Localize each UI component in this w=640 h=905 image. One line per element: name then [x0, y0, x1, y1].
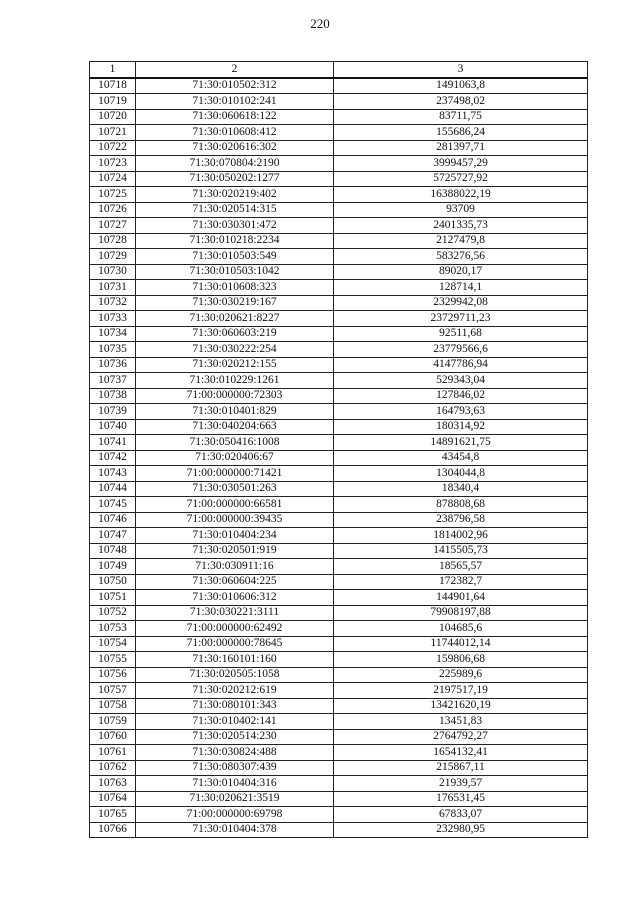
- table-body: [90, 78, 588, 838]
- cadastral-number-cell: 71:30:020219:402: [136, 187, 334, 203]
- table-row: [90, 481, 588, 497]
- value-cell: 16388022,19: [334, 187, 588, 203]
- table-row: [90, 187, 588, 203]
- table-row: [90, 94, 588, 110]
- value-cell: 583276,56: [334, 249, 588, 265]
- row-number-cell: 10733: [90, 311, 136, 327]
- row-number-cell: 10721: [90, 125, 136, 141]
- cadastral-number-cell: 71:30:020406:67: [136, 450, 334, 466]
- table-row: [90, 636, 588, 652]
- cadastral-number-cell: 71:30:020212:155: [136, 357, 334, 373]
- row-number-cell: 10740: [90, 419, 136, 435]
- value-cell: 79908197,88: [334, 605, 588, 621]
- row-number-cell: 10734: [90, 326, 136, 342]
- cadastral-number-cell: 71:30:010503:549: [136, 249, 334, 265]
- cadastral-number-cell: 71:30:010608:323: [136, 280, 334, 296]
- table-row: [90, 295, 588, 311]
- value-cell: 164793,63: [334, 404, 588, 420]
- value-cell: 232980,95: [334, 822, 588, 838]
- cadastral-number-cell: 71:30:060618:122: [136, 109, 334, 125]
- value-cell: 43454,8: [334, 450, 588, 466]
- table-row: [90, 450, 588, 466]
- row-number-cell: 10737: [90, 373, 136, 389]
- row-number-cell: 10731: [90, 280, 136, 296]
- cadastral-number-cell: 71:30:020514:315: [136, 202, 334, 218]
- row-number-cell: 10761: [90, 745, 136, 761]
- table-row: [90, 202, 588, 218]
- value-cell: 180314,92: [334, 419, 588, 435]
- cadastral-number-cell: 71:30:160101:160: [136, 652, 334, 668]
- row-number-cell: 10738: [90, 388, 136, 404]
- row-number-cell: 10724: [90, 171, 136, 187]
- value-cell: 1304044,8: [334, 466, 588, 482]
- table-row: [90, 171, 588, 187]
- value-cell: 3999457,29: [334, 156, 588, 172]
- table-row: [90, 233, 588, 249]
- table-row: [90, 435, 588, 451]
- table-row: [90, 745, 588, 761]
- cadastral-number-cell: 71:30:010606:312: [136, 590, 334, 606]
- value-cell: 1415505,73: [334, 543, 588, 559]
- cadastral-number-cell: 71:30:080307:439: [136, 760, 334, 776]
- page-number: 220: [310, 16, 330, 31]
- table-row: [90, 125, 588, 141]
- column-header: 2: [136, 62, 334, 78]
- row-number-cell: 10726: [90, 202, 136, 218]
- value-cell: 83711,75: [334, 109, 588, 125]
- value-cell: 14891621,75: [334, 435, 588, 451]
- value-cell: 2197517,19: [334, 683, 588, 699]
- value-cell: 5725727,92: [334, 171, 588, 187]
- table-row: [90, 574, 588, 590]
- table-row: [90, 78, 588, 94]
- table-row: [90, 791, 588, 807]
- row-number-cell: 10739: [90, 404, 136, 420]
- row-number-cell: 10749: [90, 559, 136, 575]
- value-cell: 878808,68: [334, 497, 588, 513]
- cadastral-number-cell: 71:30:010218:2234: [136, 233, 334, 249]
- table-header-row: [90, 62, 588, 78]
- row-number-cell: 10765: [90, 807, 136, 823]
- row-number-cell: 10756: [90, 667, 136, 683]
- value-cell: 21939,57: [334, 776, 588, 792]
- table-row: [90, 559, 588, 575]
- cadastral-number-cell: 71:30:010502:312: [136, 78, 334, 94]
- cadastral-number-cell: 71:00:000000:72303: [136, 388, 334, 404]
- cadastral-number-cell: 71:30:010229:1261: [136, 373, 334, 389]
- value-cell: 1654132,41: [334, 745, 588, 761]
- row-number-cell: 10728: [90, 233, 136, 249]
- row-number-cell: 10747: [90, 528, 136, 544]
- cadastral-number-cell: 71:30:030501:263: [136, 481, 334, 497]
- value-cell: 92511,68: [334, 326, 588, 342]
- row-number-cell: 10760: [90, 729, 136, 745]
- row-number-cell: 10762: [90, 760, 136, 776]
- cadastral-number-cell: 71:30:030301:472: [136, 218, 334, 234]
- cadastral-number-cell: 71:30:020621:3519: [136, 791, 334, 807]
- cadastral-number-cell: 71:30:040204:663: [136, 419, 334, 435]
- table-row: [90, 342, 588, 358]
- cadastral-number-cell: 71:30:030221:3111: [136, 605, 334, 621]
- row-number-cell: 10758: [90, 698, 136, 714]
- cadastral-number-cell: 71:30:020616:302: [136, 140, 334, 156]
- value-cell: 2764792,27: [334, 729, 588, 745]
- table-row: [90, 528, 588, 544]
- table-row: [90, 249, 588, 265]
- table-row: [90, 497, 588, 513]
- table-row: [90, 822, 588, 838]
- row-number-cell: 10732: [90, 295, 136, 311]
- table-row: [90, 683, 588, 699]
- table-row: [90, 264, 588, 280]
- cadastral-number-cell: 71:00:000000:78645: [136, 636, 334, 652]
- value-cell: 13451,83: [334, 714, 588, 730]
- row-number-cell: 10764: [90, 791, 136, 807]
- table-row: [90, 760, 588, 776]
- cadastral-number-cell: 71:30:080101:343: [136, 698, 334, 714]
- cadastral-number-cell: 71:00:000000:71421: [136, 466, 334, 482]
- row-number-cell: 10757: [90, 683, 136, 699]
- cadastral-number-cell: 71:30:060604:225: [136, 574, 334, 590]
- table-row: [90, 311, 588, 327]
- value-cell: 144901,64: [334, 590, 588, 606]
- value-cell: 18565,57: [334, 559, 588, 575]
- table-row: [90, 698, 588, 714]
- cadastral-number-cell: 71:30:010404:316: [136, 776, 334, 792]
- cadastral-number-cell: 71:30:020505:1058: [136, 667, 334, 683]
- cadastral-number-cell: 71:30:030222:254: [136, 342, 334, 358]
- row-number-cell: 10752: [90, 605, 136, 621]
- cadastral-number-cell: 71:30:010608:412: [136, 125, 334, 141]
- cadastral-number-cell: 71:00:000000:39435: [136, 512, 334, 528]
- row-number-cell: 10730: [90, 264, 136, 280]
- table-row: [90, 729, 588, 745]
- cadastral-number-cell: 71:30:020212:619: [136, 683, 334, 699]
- cadastral-number-cell: 71:30:050416:1008: [136, 435, 334, 451]
- row-number-cell: 10745: [90, 497, 136, 513]
- table-row: [90, 776, 588, 792]
- row-number-cell: 10750: [90, 574, 136, 590]
- value-cell: 237498,02: [334, 94, 588, 110]
- cadastral-number-cell: 71:30:070804:2190: [136, 156, 334, 172]
- table-row: [90, 109, 588, 125]
- row-number-cell: 10743: [90, 466, 136, 482]
- row-number-cell: 10759: [90, 714, 136, 730]
- cadastral-number-cell: 71:30:060603:219: [136, 326, 334, 342]
- value-cell: 23779566,6: [334, 342, 588, 358]
- value-cell: 2329942,08: [334, 295, 588, 311]
- row-number-cell: 10736: [90, 357, 136, 373]
- cadastral-number-cell: 71:00:000000:69798: [136, 807, 334, 823]
- table-row: [90, 590, 588, 606]
- value-cell: 529343,04: [334, 373, 588, 389]
- column-header: 3: [334, 62, 588, 78]
- table-row: [90, 807, 588, 823]
- cadastral-number-cell: 71:30:030911:16: [136, 559, 334, 575]
- cadastral-number-cell: 71:30:010503:1042: [136, 264, 334, 280]
- column-header: 1: [90, 62, 136, 78]
- cadastral-number-cell: 71:30:010401:829: [136, 404, 334, 420]
- cadastral-number-cell: 71:30:020621:8227: [136, 311, 334, 327]
- row-number-cell: 10727: [90, 218, 136, 234]
- value-cell: 4147786,94: [334, 357, 588, 373]
- row-number-cell: 10751: [90, 590, 136, 606]
- value-cell: 238796,58: [334, 512, 588, 528]
- cadastral-number-cell: 71:30:010404:234: [136, 528, 334, 544]
- value-cell: 11744012,14: [334, 636, 588, 652]
- row-number-cell: 10719: [90, 94, 136, 110]
- row-number-cell: 10763: [90, 776, 136, 792]
- row-number-cell: 10722: [90, 140, 136, 156]
- cadastral-number-cell: 71:30:010402:141: [136, 714, 334, 730]
- value-cell: 18340,4: [334, 481, 588, 497]
- value-cell: 172382,7: [334, 574, 588, 590]
- row-number-cell: 10746: [90, 512, 136, 528]
- value-cell: 127846,02: [334, 388, 588, 404]
- value-cell: 215867,11: [334, 760, 588, 776]
- cadastral-number-cell: 71:30:030219:167: [136, 295, 334, 311]
- table-row: [90, 404, 588, 420]
- table-row: [90, 156, 588, 172]
- table-row: [90, 466, 588, 482]
- value-cell: 104685,6: [334, 621, 588, 637]
- row-number-cell: 10742: [90, 450, 136, 466]
- cadastral-number-cell: 71:30:030824:488: [136, 745, 334, 761]
- row-number-cell: 10718: [90, 78, 136, 94]
- table-row: [90, 357, 588, 373]
- cadastral-number-cell: 71:00:000000:66581: [136, 497, 334, 513]
- value-cell: 2401335,73: [334, 218, 588, 234]
- table-row: [90, 652, 588, 668]
- cadastral-number-cell: 71:30:010404:378: [136, 822, 334, 838]
- value-cell: 67833,07: [334, 807, 588, 823]
- value-cell: 155686,24: [334, 125, 588, 141]
- table-row: [90, 605, 588, 621]
- table-row: [90, 373, 588, 389]
- value-cell: 23729711,23: [334, 311, 588, 327]
- table-row: [90, 543, 588, 559]
- row-number-cell: 10748: [90, 543, 136, 559]
- row-number-cell: 10725: [90, 187, 136, 203]
- row-number-cell: 10744: [90, 481, 136, 497]
- table-row: [90, 512, 588, 528]
- row-number-cell: 10729: [90, 249, 136, 265]
- table-row: [90, 419, 588, 435]
- row-number-cell: 10735: [90, 342, 136, 358]
- value-cell: 13421620,19: [334, 698, 588, 714]
- cadastral-number-cell: 71:30:010102:241: [136, 94, 334, 110]
- row-number-cell: 10720: [90, 109, 136, 125]
- value-cell: 89020,17: [334, 264, 588, 280]
- value-cell: 1491063,8: [334, 78, 588, 94]
- table-row: [90, 667, 588, 683]
- row-number-cell: 10723: [90, 156, 136, 172]
- table-row: [90, 714, 588, 730]
- value-cell: 225989,6: [334, 667, 588, 683]
- row-number-cell: 10755: [90, 652, 136, 668]
- value-cell: 159806,68: [334, 652, 588, 668]
- value-cell: 281397,71: [334, 140, 588, 156]
- value-cell: 176531,45: [334, 791, 588, 807]
- cadastral-number-cell: 71:00:000000:62492: [136, 621, 334, 637]
- cadastral-number-cell: 71:30:050202:1277: [136, 171, 334, 187]
- table-row: [90, 140, 588, 156]
- cadastral-number-cell: 71:30:020514:230: [136, 729, 334, 745]
- value-cell: 128714,1: [334, 280, 588, 296]
- table-row: [90, 280, 588, 296]
- value-cell: 1814002,96: [334, 528, 588, 544]
- value-cell: 2127479,8: [334, 233, 588, 249]
- value-cell: 93709: [334, 202, 588, 218]
- cadastral-number-cell: 71:30:020501:919: [136, 543, 334, 559]
- table-row: [90, 326, 588, 342]
- row-number-cell: 10766: [90, 822, 136, 838]
- table-row: [90, 218, 588, 234]
- table-row: [90, 388, 588, 404]
- row-number-cell: 10754: [90, 636, 136, 652]
- row-number-cell: 10753: [90, 621, 136, 637]
- row-number-cell: 10741: [90, 435, 136, 451]
- data-table: [89, 61, 588, 838]
- table-row: [90, 621, 588, 637]
